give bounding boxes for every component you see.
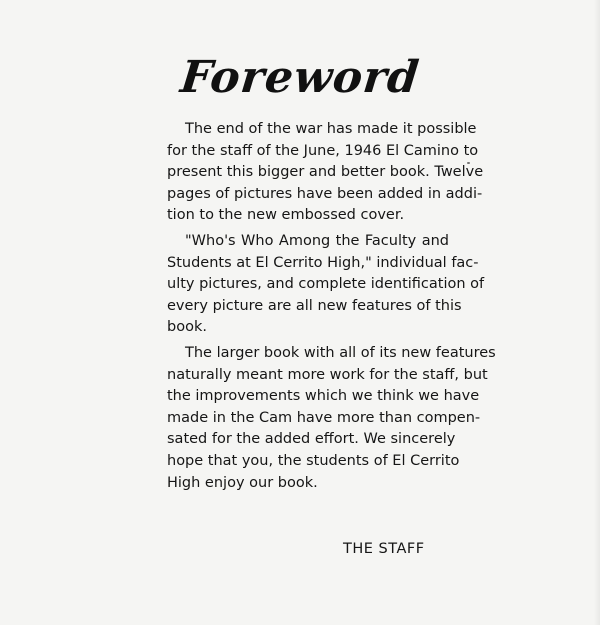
paragraph-2 — [149, 231, 485, 339]
text-line: the improvements which we think we have — [167, 388, 480, 405]
foreword-body — [149, 119, 496, 494]
text-line: tion to the new embossed cover. — [167, 207, 405, 224]
page-edge-shadow — [594, 0, 600, 625]
signature: THE STAFF — [343, 541, 425, 557]
text-line: hope that you, the students of El Cerrito — [167, 452, 460, 469]
paragraph-1 — [149, 119, 484, 227]
text-line: High enjoy our book. — [167, 474, 318, 491]
paragraph-3 — [149, 343, 496, 494]
text-line: The larger book with all of its new features — [185, 344, 496, 361]
text-line: present this bigger and better book. Twelve — [167, 164, 484, 181]
text-line: book. — [167, 319, 207, 336]
text-line: made in the Cam have more than compen- — [167, 409, 481, 426]
page-title: Foreword — [178, 52, 422, 103]
text-line: for the staff of the June, 1946 El Camino to — [167, 142, 479, 159]
text-line: sated for the added effort. We sincerely — [167, 431, 456, 448]
text-line: The end of the war has made it possible — [185, 121, 477, 137]
text-line: pages of pictures have been added in addi- — [167, 185, 483, 202]
text-line: Students at El Cerrito High," individual fac- — [167, 254, 479, 271]
text-line: naturally meant more work for the staff, but — [167, 366, 488, 383]
text-line: every picture are all new features of this — [167, 297, 462, 314]
text-line: ulty pictures, and complete identification of — [167, 276, 485, 293]
text-line: "Who's Who Among the Faculty and — [185, 232, 449, 249]
print-speck — [467, 162, 470, 164]
